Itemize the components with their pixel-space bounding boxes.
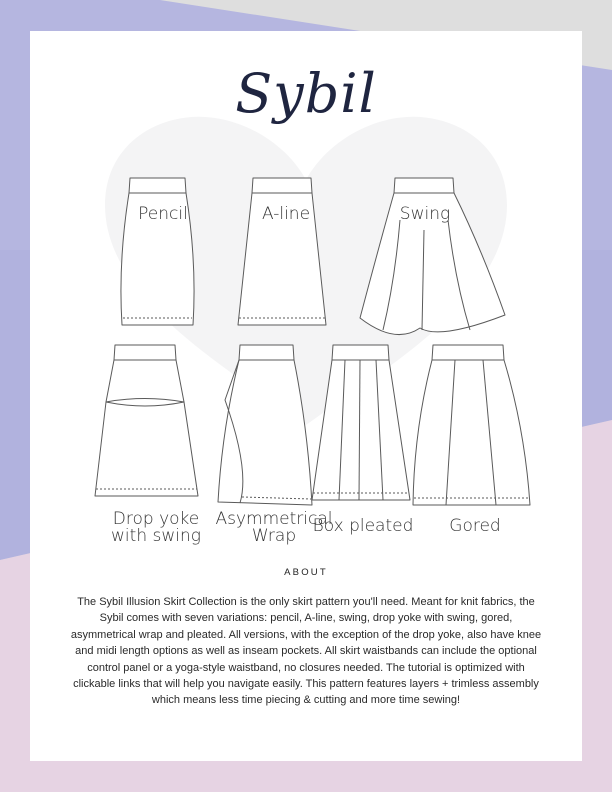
label-asymmetrical-line2: Wrap	[251, 526, 297, 546]
label-gored: Gored	[449, 516, 501, 536]
drop-yoke-skirt-icon	[95, 345, 198, 496]
label-pencil: Pencil	[138, 204, 188, 224]
label-box-pleated: Box pleated	[312, 516, 414, 536]
label-a-line: A-line	[261, 204, 311, 224]
gored-skirt-icon	[413, 345, 530, 505]
pattern-title: Sybil	[235, 62, 377, 125]
about-heading: ABOUT	[284, 567, 328, 578]
label-swing: Swing	[399, 204, 451, 224]
a-line-skirt-icon	[238, 178, 326, 325]
pencil-skirt-icon	[121, 178, 194, 325]
about-body: The Sybil Illusion Skirt Collection is the only skirt pattern you'll need. Meant for knit fabrics, the Sybil comes with seven variations: pencil, A-line, swing, drop yoke with swing, gored, asymmetrical wrap and pleated. All versions, with the exception of the drop yoke, also have knee and midi length options as well as inseam pockets. All skirt waistbands can include the optional control panel or a yoga-style waistband, no closures needed. The tutorial is optimized with clickable links that will help you navigate easily. This pattern features layers + trimless assembly which means less time piecing & cutting and more time sewing!	[70, 596, 542, 707]
label-drop-yoke-line1: Drop yoke	[112, 509, 200, 529]
label-asymmetrical-line1: Asymmetrical	[215, 509, 333, 529]
label-drop-yoke-line2: with swing	[111, 526, 201, 546]
label-drop-yoke	[96, 511, 216, 545]
